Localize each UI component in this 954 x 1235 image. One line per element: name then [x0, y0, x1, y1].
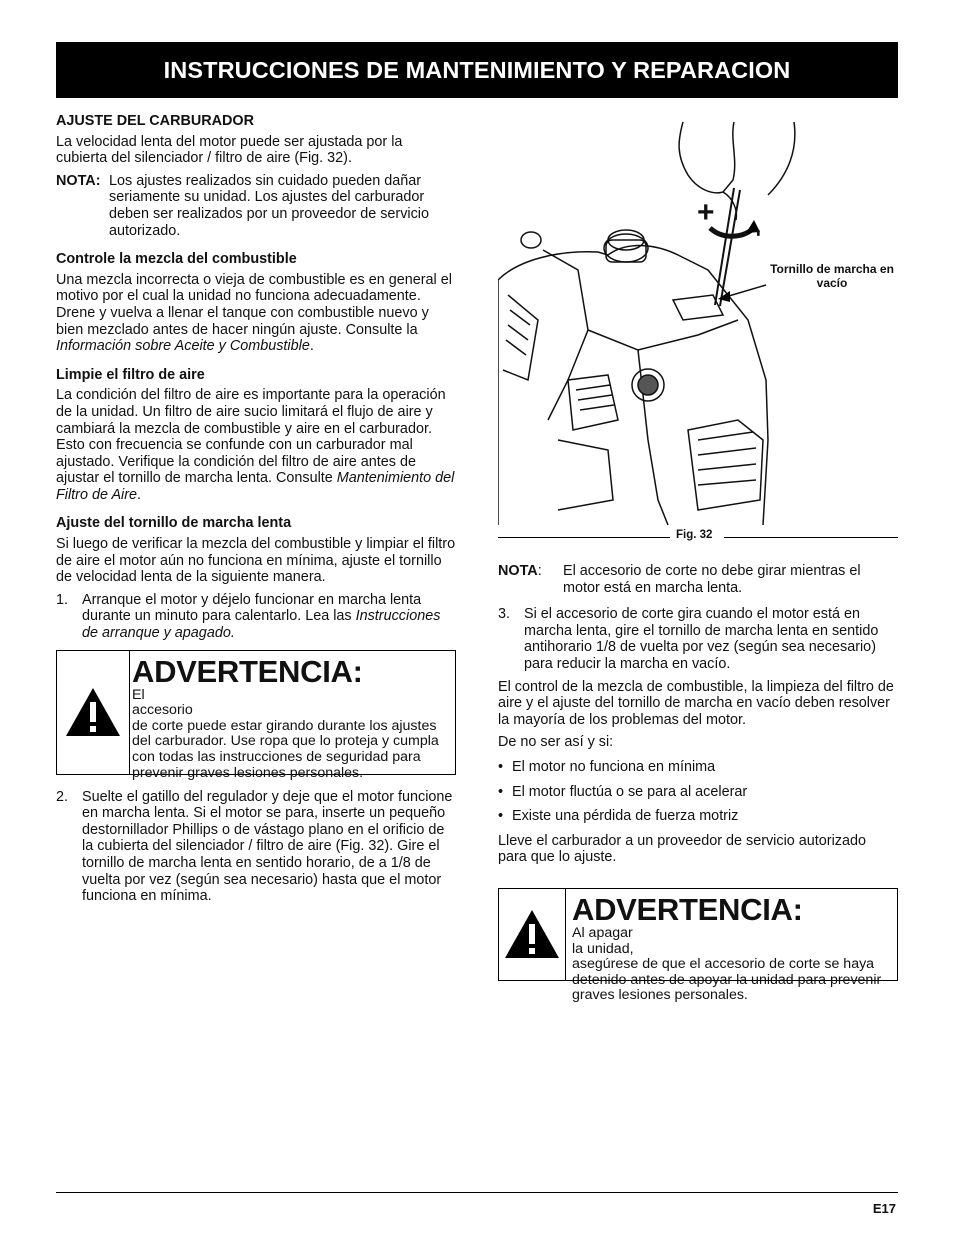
paragraph-idle-screw: Si luego de verificar la mezcla del combustible y limpiar el filtro de aire el motor aún no funciona en mínima, ajuste el tornillo de velocidad lenta de la siguiente manera.: [56, 536, 456, 586]
figure-rule-right: [724, 537, 898, 538]
paragraph-service: Lleve el carburador a un proveedor de servicio autorizado para que lo ajuste.: [498, 832, 866, 866]
list-item: • El motor fluctúa o se para al acelerar: [498, 783, 748, 800]
warning-lead-2: Al apagar la unidad,: [572, 924, 634, 957]
warning-title-2: ADVERTENCIA:: [572, 891, 803, 927]
footer-rule: [56, 1192, 898, 1193]
figure-label: Fig. 32: [676, 529, 713, 541]
step-2: 2. Suelte el gatillo del regulador y deje que el motor funcione en marcha lenta. Si el motor se para, inserte un pequeño destornillador Phillips o de vástago plano en el orificio de la cubierta del silenciador / filtro de aire (Fig. 32). Gire el tornillo de marcha lenta en sentido horario, de a 1/8 de vuelta por vez (según sea necesario) hasta que el motor funciona en mínima.: [56, 788, 453, 905]
figure-carburetor-adjust: [498, 120, 898, 530]
list-item: • El motor no funciona en mínima: [498, 758, 716, 775]
minus-symbol: -: [747, 229, 773, 237]
figure-callout: Tornillo de marcha en vacío: [770, 262, 894, 290]
heading-fuel-mix: Controle la mezcla del combustible: [56, 251, 297, 268]
paragraph-if-not: De no ser así y si:: [498, 734, 614, 751]
left-column: [56, 113, 456, 911]
figure-rule-left: [498, 537, 670, 538]
note-block: [56, 173, 456, 239]
warning-box-2: [498, 888, 898, 1004]
warning-triangle-icon: [57, 651, 130, 774]
step-1: 1. Arranque el motor y déjelo funcionar en marcha lenta durante un minuto para calentarlo. Lea las Instrucciones de arranque y apagado.: [56, 591, 441, 642]
warning-box-1: [56, 650, 456, 781]
page-number: E17: [872, 1201, 896, 1216]
section-title: AJUSTE DEL CARBURADOR: [56, 113, 255, 129]
warning-lead: El accesorio: [132, 686, 193, 719]
list-item: • Existe una pérdida de fuerza motriz: [498, 808, 739, 825]
warning-title: ADVERTENCIA:: [132, 653, 363, 689]
note-text-2: El accesorio de corte no debe girar mientras el motor está en marcha lenta.: [563, 563, 861, 596]
note-label-2: NOTA: [498, 563, 538, 579]
note-block-2: NOTA: El accesorio de corte no debe girar mientras el motor está en marcha lenta.: [498, 563, 898, 596]
warning-text: de corte puede estar girando durante los ajustes del carburador. Use ropa que lo proteja y cumpla con todas las instrucciones de seguridad para prevenir graves lesiones personales.: [132, 717, 439, 781]
step-3: 3. Si el accesorio de corte gira cuando el motor está en marcha lenta, gire el tornillo de marcha lenta en sentido antihorario 1/8 de vuelta por vez (según sea necesario) para reducir la marcha en vacío.: [498, 606, 879, 672]
right-column: [498, 563, 898, 1004]
page-header: [56, 42, 898, 98]
note-text: Los ajustes realizados sin cuidado pueden dañar seriamente su unidad. Los ajustes del carburador deben ser realizados por un proveedor de servicio autorizado.: [109, 172, 429, 239]
intro-paragraph: La velocidad lenta del motor puede ser ajustada por la cubierta del silenciador / filtro de aire (Fig. 32).: [56, 133, 403, 167]
note-label: NOTA:: [56, 172, 101, 189]
warning-text-2: asegúrese de que el accesorio de corte se haya detenido antes de apoyar la unidad para prevenir graves lesiones personales.: [572, 956, 882, 1004]
heading-air-filter: Limpie el filtro de aire: [56, 366, 205, 383]
paragraph-air-filter: La condición del filtro de aire es importante para la operación de la unidad. Un filtro de aire sucio limitará el flujo de aire y cambiará la mezcla de combustible y aire en el carburador. Esto con frecuencia se confunde con un carburador mal ajustado. Verifique la condición del filtro de aire antes de ajustar el tornillo de marcha lenta. Consulte Mantenimiento del Filtro de Aire.: [56, 387, 455, 503]
paragraph-control: El control de la mezcla de combustible, la limpieza del filtro de aire y el ajuste del tornillo de marcha en vacío deben resolver la mayoría de los problemas del motor.: [498, 678, 894, 728]
page-title: INSTRUCCIONES DE MANTENIMIENTO Y REPARACION: [163, 56, 791, 83]
heading-idle-screw: Ajuste del tornillo de marcha lenta: [56, 515, 292, 532]
plus-symbol: +: [697, 196, 715, 229]
warning-triangle-icon: [499, 889, 566, 980]
paragraph-fuel-mix: Una mezcla incorrecta o vieja de combustible es en general el motivo por el cual la unidad no funciona adecuadamente. Drene y vuelva a llenar el tanque con combustible nuevo y bien mezclado antes de hacer ningún ajuste. Consulte la Información sobre Aceite y Combustible.: [56, 271, 452, 355]
